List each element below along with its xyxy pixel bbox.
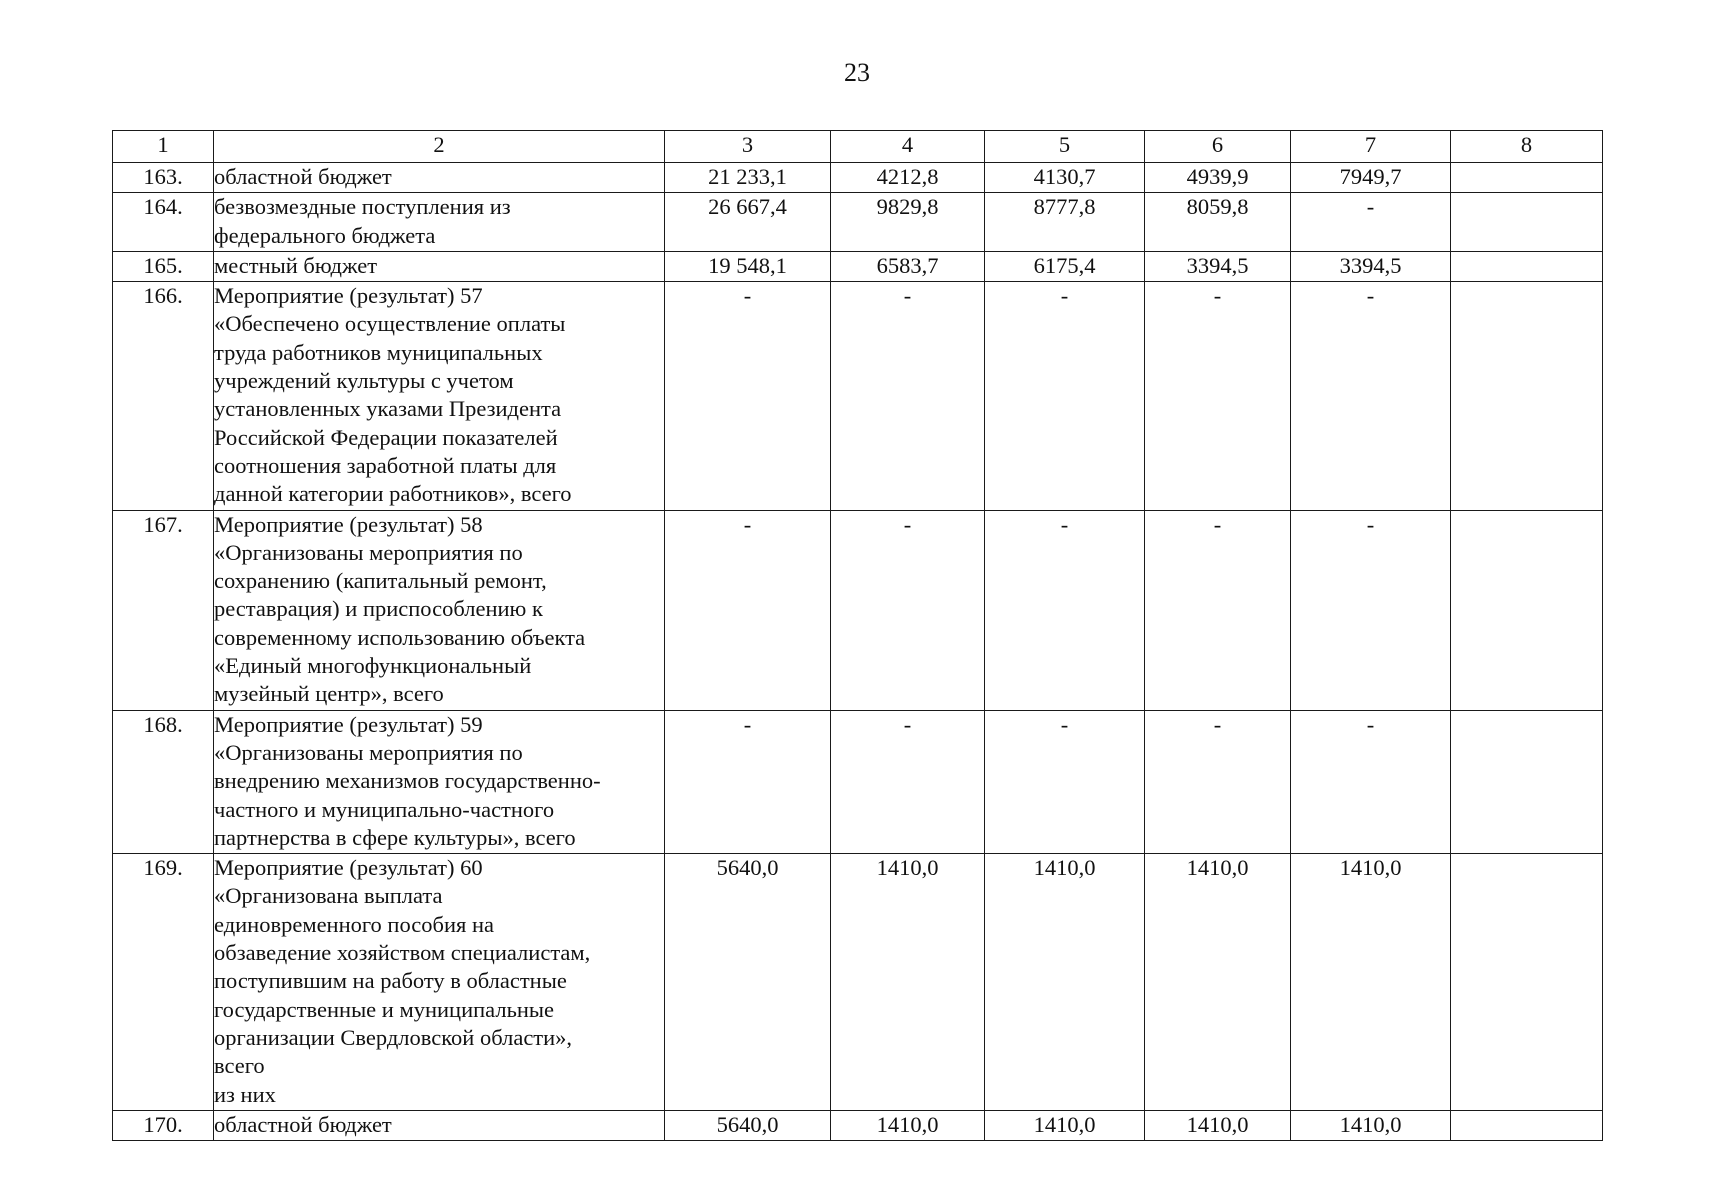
value-cell-col-4: 4212,8 (831, 163, 985, 193)
header-cell: 1 (113, 131, 214, 163)
description-line: реставрация) и приспособлению к (214, 596, 543, 622)
value-cell-col-5: 1410,0 (985, 854, 1145, 1111)
value-cell-col-7: - (1291, 710, 1451, 853)
table-row (113, 1110, 1603, 1140)
value-cell-col-3: - (665, 510, 831, 710)
description-line: Мероприятие (результат) 59 (214, 711, 483, 737)
description-line: единовременного пособия на (214, 911, 495, 937)
row-number: 165. (113, 251, 214, 281)
header-cell: 5 (985, 131, 1145, 163)
header-cell: 3 (665, 131, 831, 163)
value-cell-col-5: - (985, 710, 1145, 853)
value-cell-col-5: 8777,8 (985, 193, 1145, 252)
value-cell-col-4: - (831, 510, 985, 710)
row-number: 166. (113, 282, 214, 510)
description-line: частного и муниципально-частного (214, 796, 555, 822)
description-line: всего (214, 1053, 265, 1079)
row-description (214, 282, 665, 510)
header-cell: 6 (1145, 131, 1291, 163)
value-cell-col-5: 4130,7 (985, 163, 1145, 193)
description-line: сохранению (капитальный ремонт, (214, 568, 547, 594)
table-row (113, 163, 1603, 193)
header-cell: 8 (1451, 131, 1603, 163)
budget-table (112, 130, 1603, 1141)
description-line: «Обеспечено осуществление оплаты (214, 311, 566, 337)
table-header-row (113, 131, 1603, 163)
description-line: «Организованы мероприятия по (214, 539, 523, 565)
value-cell-col-7: - (1291, 510, 1451, 710)
value-cell-col-6: 1410,0 (1145, 1110, 1291, 1140)
page-number: 23 (844, 58, 870, 87)
description-line: внедрению механизмов государственно- (214, 768, 601, 794)
description-line: организации Свердловской области», (214, 1024, 573, 1050)
value-cell-col-6: 1410,0 (1145, 854, 1291, 1111)
value-cell-col-8 (1451, 282, 1603, 510)
description-line: местный бюджет (214, 252, 378, 278)
row-number: 163. (113, 163, 214, 193)
value-cell-col-4: 1410,0 (831, 1110, 985, 1140)
description-line: поступившим на работу в областные (214, 968, 567, 994)
value-cell-col-7: 7949,7 (1291, 163, 1451, 193)
row-description (214, 510, 665, 710)
row-number: 170. (113, 1110, 214, 1140)
row-number: 164. (113, 193, 214, 252)
header-cell: 7 (1291, 131, 1451, 163)
row-number: 168. (113, 710, 214, 853)
description-line: труда работников муниципальных (214, 339, 543, 365)
value-cell-col-4: - (831, 710, 985, 853)
value-cell-col-8 (1451, 510, 1603, 710)
value-cell-col-6: 3394,5 (1145, 251, 1291, 281)
value-cell-col-7: - (1291, 282, 1451, 510)
description-line: музейный центр», всего (214, 681, 444, 707)
table-row (113, 251, 1603, 281)
value-cell-col-6: 8059,8 (1145, 193, 1291, 252)
value-cell-col-6: - (1145, 710, 1291, 853)
description-line: Мероприятие (результат) 60 (214, 855, 483, 881)
value-cell-col-3: 5640,0 (665, 1110, 831, 1140)
value-cell-col-5: 1410,0 (985, 1110, 1145, 1140)
value-cell-col-3: - (665, 282, 831, 510)
header-cell: 2 (214, 131, 665, 163)
value-cell-col-4: - (831, 282, 985, 510)
description-line: безвозмездные поступления из (214, 194, 511, 220)
value-cell-col-3: 19 548,1 (665, 251, 831, 281)
description-line: Мероприятие (результат) 58 (214, 511, 483, 537)
description-line: областной бюджет (214, 164, 392, 189)
row-description (214, 193, 665, 252)
row-number: 167. (113, 510, 214, 710)
description-line: партнерства в сфере культуры», всего (214, 824, 576, 850)
description-line: из них (214, 1081, 276, 1107)
value-cell-col-3: 26 667,4 (665, 193, 831, 252)
value-cell-col-7: 1410,0 (1291, 1110, 1451, 1140)
description-line: учреждений культуры с учетом (214, 368, 514, 394)
table-row (113, 710, 1603, 853)
row-number: 169. (113, 854, 214, 1111)
value-cell-col-5: - (985, 282, 1145, 510)
table-row (113, 510, 1603, 710)
value-cell-col-8 (1451, 251, 1603, 281)
value-cell-col-8 (1451, 193, 1603, 252)
value-cell-col-5: 6175,4 (985, 251, 1145, 281)
value-cell-col-4: 1410,0 (831, 854, 985, 1111)
value-cell-col-4: 9829,8 (831, 193, 985, 252)
description-line: «Единый многофункциональный (214, 653, 532, 679)
value-cell-col-7: 1410,0 (1291, 854, 1451, 1111)
description-line: Мероприятие (результат) 57 (214, 283, 483, 309)
description-line: установленных указами Президента (214, 396, 562, 422)
description-line: федерального бюджета (214, 222, 436, 248)
row-description (214, 710, 665, 853)
description-line: соотношения заработной платы для (214, 452, 557, 478)
value-cell-col-4: 6583,7 (831, 251, 985, 281)
row-description (214, 251, 665, 281)
value-cell-col-6: - (1145, 282, 1291, 510)
value-cell-col-5: - (985, 510, 1145, 710)
description-line: государственные и муниципальные (214, 996, 554, 1022)
value-cell-col-8 (1451, 710, 1603, 853)
description-line: «Организованы мероприятия по (214, 739, 523, 765)
description-line: областной бюджет (214, 1111, 392, 1137)
value-cell-col-3: 21 233,1 (665, 163, 831, 193)
row-description (214, 854, 665, 1111)
description-line: Российской Федерации показателей (214, 424, 558, 450)
value-cell-col-6: - (1145, 510, 1291, 710)
table-row (113, 193, 1603, 252)
value-cell-col-3: - (665, 710, 831, 853)
value-cell-col-8 (1451, 1110, 1603, 1140)
row-description (214, 1110, 665, 1140)
row-description (214, 163, 665, 193)
value-cell-col-7: - (1291, 193, 1451, 252)
description-line: «Организована выплата (214, 883, 443, 909)
header-cell: 4 (831, 131, 985, 163)
value-cell-col-8 (1451, 163, 1603, 193)
value-cell-col-6: 4939,9 (1145, 163, 1291, 193)
description-line: данной категории работников», всего (214, 481, 572, 507)
table-row (113, 282, 1603, 510)
value-cell-col-7: 3394,5 (1291, 251, 1451, 281)
description-line: современному использованию объекта (214, 624, 586, 650)
table-row (113, 854, 1603, 1111)
description-line: обзаведение хозяйством специалистам, (214, 940, 591, 966)
value-cell-col-3: 5640,0 (665, 854, 831, 1111)
value-cell-col-8 (1451, 854, 1603, 1111)
